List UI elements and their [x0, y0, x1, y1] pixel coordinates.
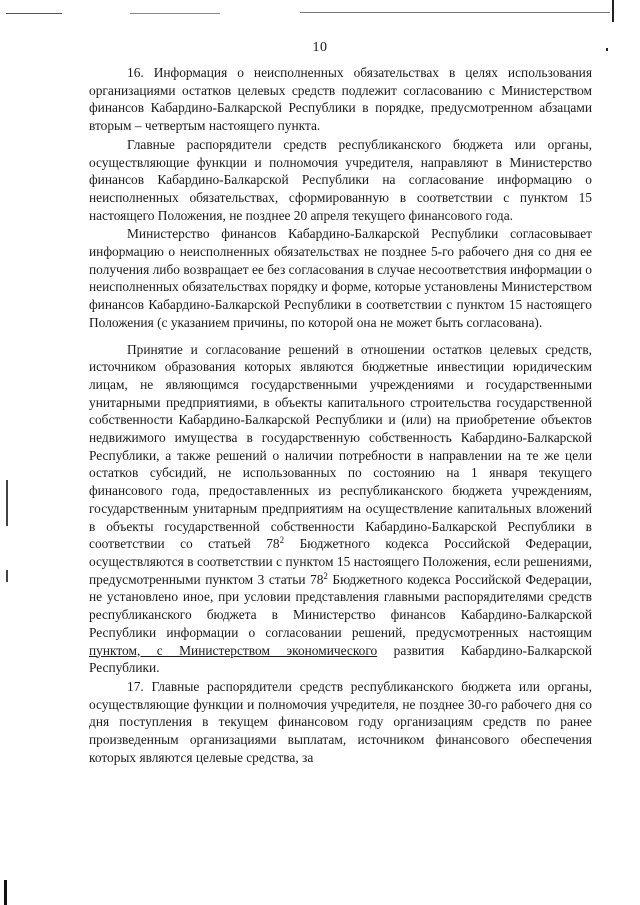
document-body: [89, 64, 592, 766]
scan-mark-left-3: [4, 880, 7, 905]
paragraph-4-underlined: пунктом, с Министерством экономического: [89, 642, 378, 658]
paragraph-5: 17. Главные распорядители средств республиканского бюджета или органы, осуществляющие функции и полномочия учредителя, не позднее 30-го рабочего дня со дня поступления в текущем финансовом году организациям средств по ранее произведенным организациями выплатам, источником финансового обеспечения которых являются целевые средства, за: [89, 678, 592, 765]
paragraph-4-part-1: Принятие и согласование решений в отношении остатков целевых средств, источником образования которых являются бюджетные инвестиции юридическим лицам, не являющимся государственными учреждениями и государственными унитарными предприятиями, в объекты капитального строительства государственной собственности Кабардино-Балкарской Республики и (или) на приобретение объектов недвижимого имущества в государственную собственность Кабардино-Балкарской Республики, а также решений о наличии потребности в направлении на те же цели остатков субсидий, не использованных по состоянию на 1 января текущего финансового года, предоставленных из республиканского бюджета учреждениям, государственным унитарным предприятиям на осуществление капитальных вложений в объекты государственной собственности Кабардино-Балкарской Республики в соответствии со статьей 78: [89, 341, 592, 552]
scan-mark-left-2: [6, 570, 8, 582]
scan-mark-top-right: [612, 0, 614, 22]
scan-rule-top-center: [130, 13, 220, 14]
scan-mark-left-1: [6, 480, 8, 526]
superscript-2: 2: [323, 570, 328, 581]
paragraph-2: Главные распорядители средств республиканского бюджета или органы, осуществляющие функции и полномочия учредителя, направляют в Министерство финансов Кабардино-Балкарской Республики на согласование информацию о неисполненных обязательствах, сформированную в соответствии с пунктом 15 настоящего Положения, не позднее 20 апреля текущего финансового года.: [89, 136, 592, 223]
paragraph-4: [89, 341, 592, 677]
paragraph-1: 16. Информация о неисполненных обязательствах в целях использования организациями остатков целевых средств подлежит согласованию с Министерством финансов Кабардино-Балкарской Республики в порядке, предусмотренном абзацами вторым – четвертым настоящего пункта.: [89, 65, 592, 134]
paragraph-4-part-2: Бюджетного кодекса Российской Федерации, осуществляются в соответствии с пунктом 15 настоящего Положения, если решениями, предусмотренными пунктом 3 статьи 78: [89, 536, 593, 587]
page-number: 10: [312, 40, 328, 55]
paragraph-3: Министерство финансов Кабардино-Балкарской Республики согласовывает информацию о неисполненных обязательствах не позднее 5-го рабочего дня со дня ее получения либо возвращает ее без согласования в случае несоответствия информации о неисполненных обязательствах порядку и форме, которые установлены Министерством финансов Кабардино-Балкарской Республики в соответствии с пунктом 15 настоящего Положения (с указанием причины, по которой она не может быть согласована).: [89, 226, 592, 330]
paragraph-4-part-3: Бюджетного кодекса Российской Федерации, не установлено иное, при условии представления главными распорядителями средств республиканского бюджета в Министерство финансов Кабардино-Балкарской Республики информации о согласовании решений, предусмотренных настоящим: [89, 571, 592, 640]
superscript-2: 2: [279, 535, 285, 546]
scan-rule-top-left: [6, 13, 62, 14]
paragraph-4-part-4: развития Кабардино-Балкарской Республики.: [89, 642, 592, 676]
scan-rule-top-right: [300, 12, 610, 13]
